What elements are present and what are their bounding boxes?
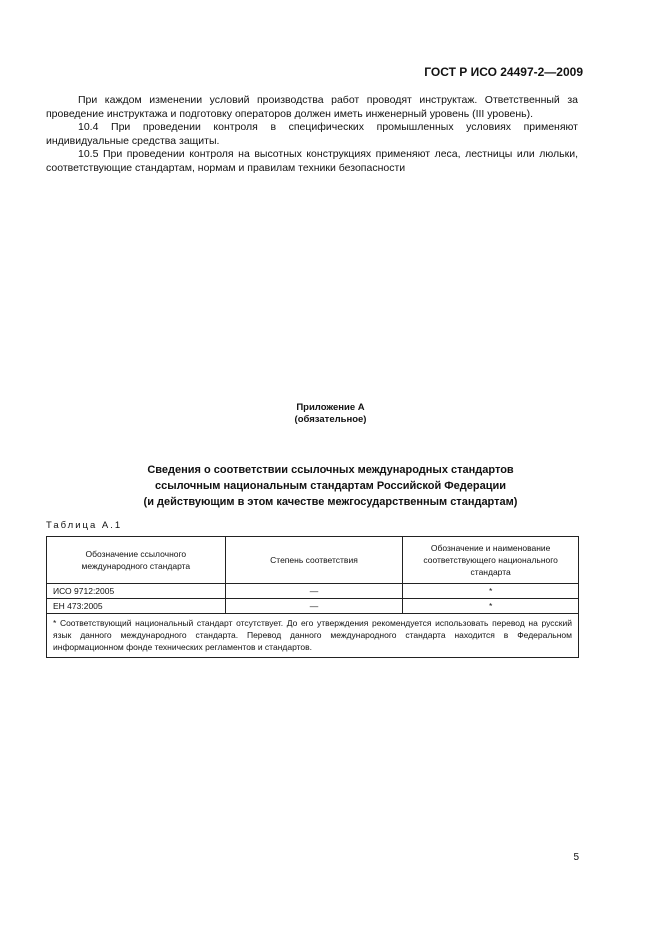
paragraph-10-4: 10.4 При проведении контроля в специфических промышленных условиях применяют индивидуальные средства защиты. <box>46 121 578 147</box>
body-text <box>46 94 578 176</box>
table-label: Таблица А.1 <box>46 520 123 531</box>
annex-name: Приложение А <box>296 402 365 413</box>
cell-standard: ИСО 9712:2005 <box>47 584 226 599</box>
cell-national: * <box>403 584 579 599</box>
table-row <box>47 599 579 614</box>
table-row <box>47 584 579 599</box>
cell-standard: ЕН 473:2005 <box>47 599 226 614</box>
page-number: 5 <box>573 852 579 863</box>
table-footnote-row <box>47 614 579 658</box>
cell-degree: — <box>225 599 403 614</box>
annex-title-line: (и действующим в этом качестве межгосударственным стандартам) <box>143 496 518 508</box>
cell-degree: — <box>225 584 403 599</box>
cell-national: * <box>403 599 579 614</box>
annex-title-line: ссылочным национальным стандартам Российской Федерации <box>154 480 507 492</box>
annex-title-line: Сведения о соответствии ссылочных международных стандартов <box>147 464 514 476</box>
correspondence-table <box>46 536 579 658</box>
header-degree-of-correspondence: Степень соответствия <box>225 537 403 584</box>
paragraph-instruction: При каждом изменении условий производства работ проводят инструктаж. Ответственный за проведение инструктажа и подготовку операторов должен иметь инженерный уровень (III уровень). <box>46 94 578 120</box>
document-header: ГОСТ Р ИСО 24497-2—2009 <box>424 65 583 79</box>
annex-title <box>0 462 661 510</box>
annex-heading <box>0 402 661 426</box>
header-international-standard: Обозначение ссылочного международного стандарта <box>47 537 226 584</box>
paragraph-10-5: 10.5 При проведении контроля на высотных конструкциях применяют леса, лестницы или люльки, соответствующие стандартам, нормам и правилам техники безопасности <box>46 148 578 174</box>
table-header-row <box>47 537 579 584</box>
annex-status: (обязательное) <box>294 414 367 425</box>
header-national-standard: Обозначение и наименование соответствующего национального стандарта <box>403 537 579 584</box>
table-footnote: * Соответствующий национальный стандарт отсутствует. До его утверждения рекомендуется использовать перевод на русский язык данного международного стандарта. Перевод данного международного стандарта находится в Федеральном информационном фонде технических регламентов и стандартов. <box>47 614 579 658</box>
